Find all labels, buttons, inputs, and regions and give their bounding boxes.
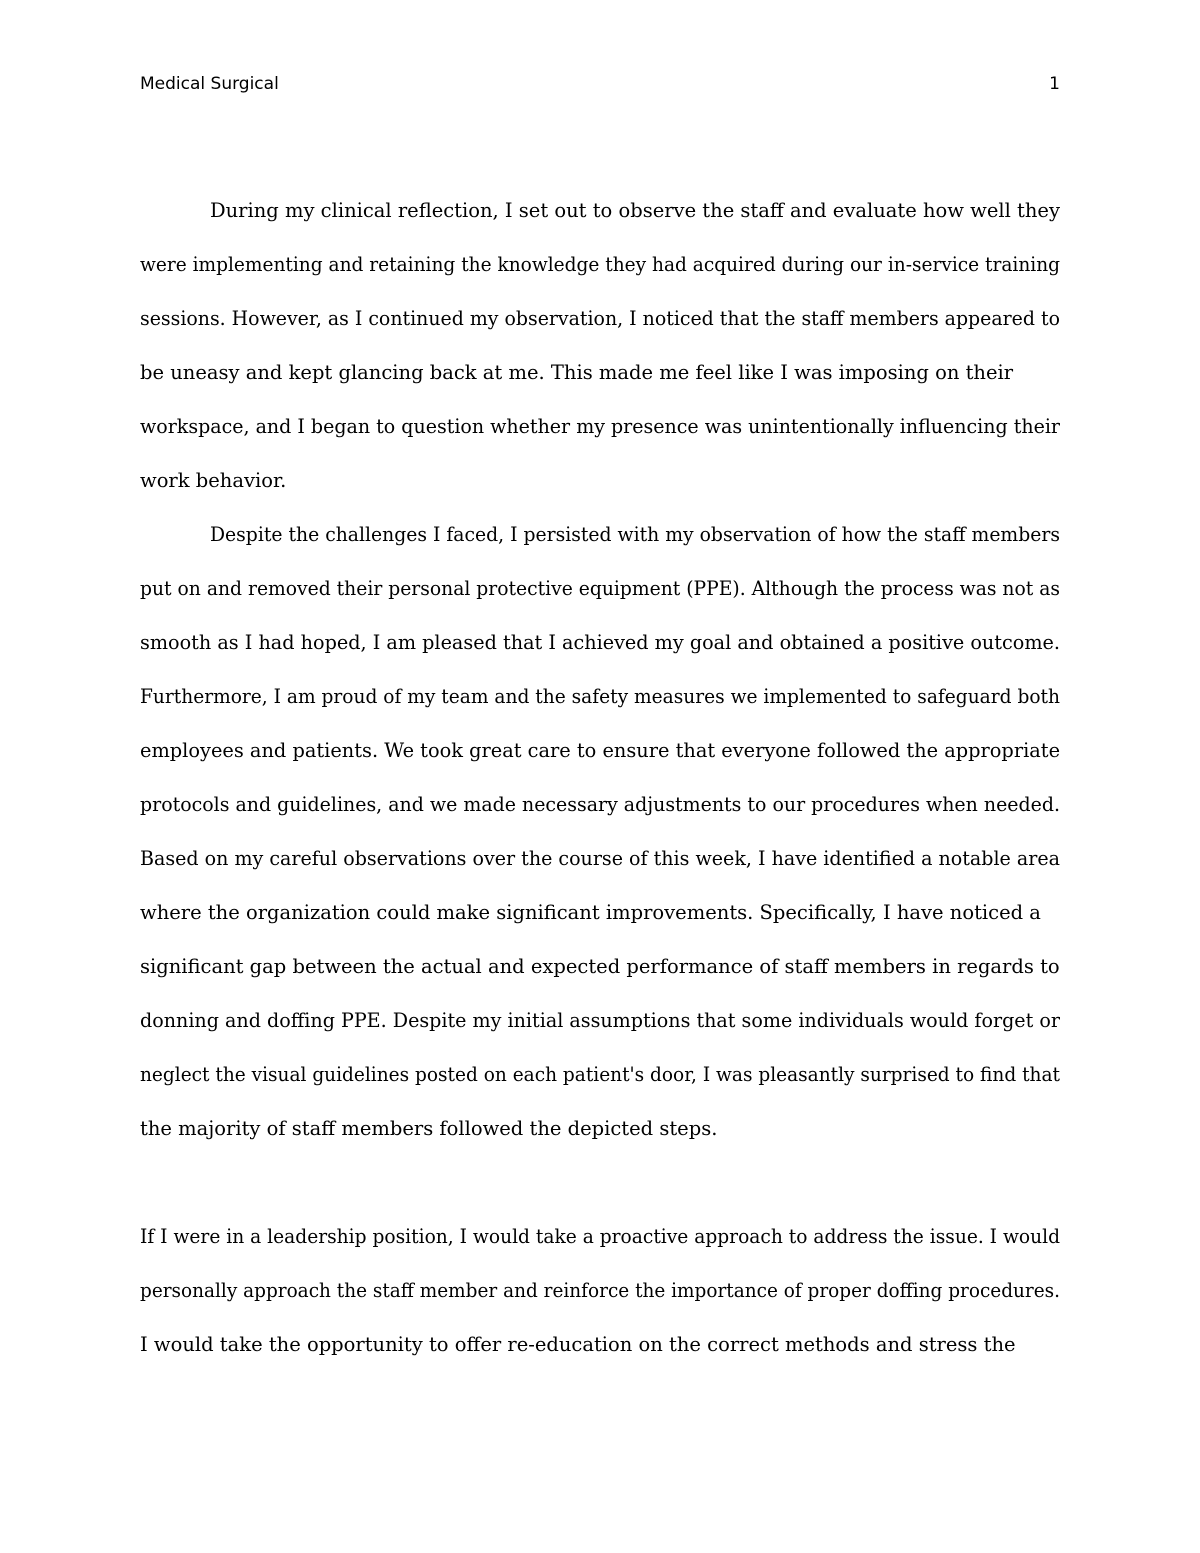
text-line: sessions. However, as I continued my observation, I noticed that the staff members appeared to <box>140 307 1061 330</box>
text-line: put on and removed their personal protective equipment (PPE). Although the process was not as <box>140 577 1061 600</box>
page-number: 1 <box>1049 74 1060 94</box>
text-line: protocols and guidelines, and we made necessary adjustments to our procedures when needed. <box>140 793 1061 816</box>
text-line: Furthermore, I am proud of my team and the safety measures we implemented to safeguard both <box>140 685 1061 708</box>
page-header <box>140 74 1060 100</box>
text-line: Despite the challenges I faced, I persisted with my observation of how the staff members <box>210 523 1060 546</box>
document-body <box>140 184 1060 1372</box>
text-line: where the organization could make significant improvements. Specifically, I have noticed a <box>140 901 1041 924</box>
paragraph-spacer <box>140 1156 1060 1210</box>
text-line: donning and doffing PPE. Despite my initial assumptions that some individuals would forget or <box>140 1009 1060 1032</box>
running-head: Medical Surgical <box>140 74 279 94</box>
text-line: neglect the visual guidelines posted on each patient's door, I was pleasantly surprised to find that <box>140 1063 1060 1086</box>
text-line: employees and patients. We took great care to ensure that everyone followed the appropriate <box>140 739 1061 762</box>
text-line: workspace, and I began to question whether my presence was unintentionally influencing their <box>140 415 1061 438</box>
text-line: smooth as I had hoped, I am pleased that I achieved my goal and obtained a positive outcome. <box>140 631 1060 654</box>
text-line: significant gap between the actual and expected performance of staff members in regards to <box>140 955 1060 978</box>
text-line: were implementing and retaining the knowledge they had acquired during our in-service training <box>140 253 1061 276</box>
text-line: If I were in a leadership position, I would take a proactive approach to address the issue. I would <box>140 1225 1061 1248</box>
text-line: During my clinical reflection, I set out to observe the staff and evaluate how well they <box>210 199 1060 222</box>
paragraph-2 <box>140 508 1060 1156</box>
paragraph-3 <box>140 1210 1060 1372</box>
text-line: personally approach the staff member and reinforce the importance of proper doffing procedures. <box>140 1279 1061 1302</box>
text-line: be uneasy and kept glancing back at me. This made me feel like I was imposing on their <box>140 361 1014 384</box>
text-line: the majority of staff members followed the depicted steps. <box>140 1117 718 1140</box>
text-line: I would take the opportunity to offer re-education on the correct methods and stress the <box>140 1333 1016 1356</box>
paragraph-1 <box>140 184 1060 508</box>
text-line: Based on my careful observations over the course of this week, I have identified a notable area <box>140 847 1060 870</box>
text-line: work behavior. <box>140 469 287 492</box>
